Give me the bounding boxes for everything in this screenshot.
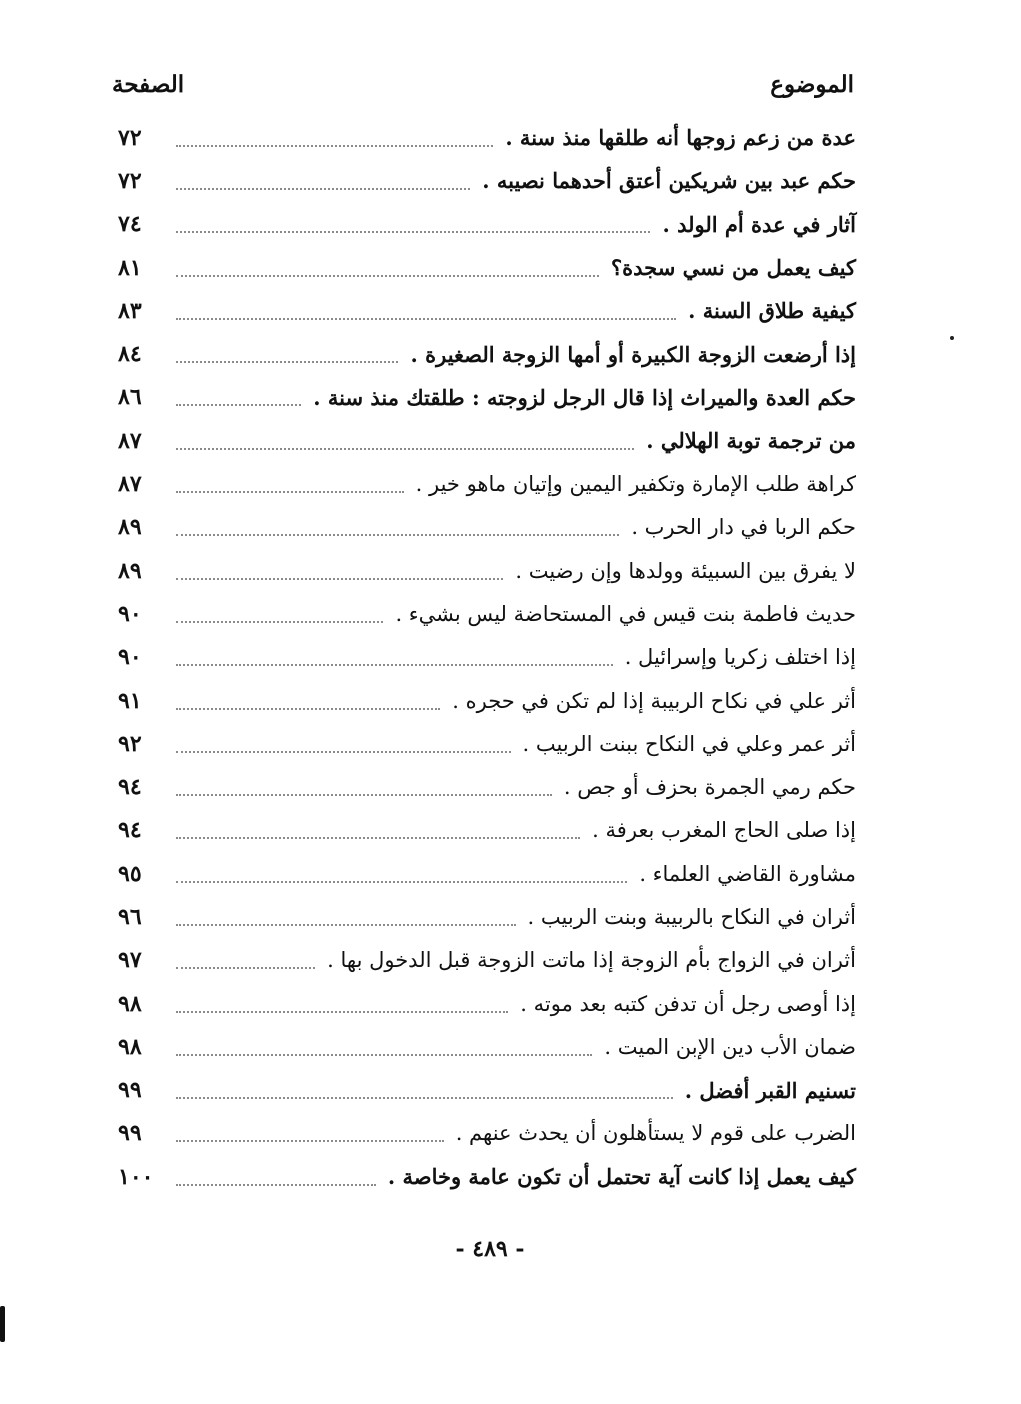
toc-entry (118, 1155, 856, 1198)
toc-entry-title: الضرب على قوم لا يستأهلون أن يحدث عنهم . (455, 1121, 856, 1146)
toc-entry-page-number: ٩١ (118, 687, 142, 714)
topic-column-label: الموضوع (770, 70, 854, 98)
dot-leader (176, 794, 552, 796)
toc-entry (118, 116, 856, 159)
toc-entry (118, 1112, 856, 1155)
dot-leader (176, 231, 650, 233)
toc-entry-page-number: ٨٤ (118, 341, 142, 368)
toc-entry-page-number: ١٠٠ (118, 1163, 154, 1190)
toc-entry-page-number: ٩٦ (118, 903, 142, 930)
toc-entry-title: إذا اختلف زكريا وإسرائيل . (624, 645, 856, 670)
toc-entry (118, 809, 856, 852)
toc-entry-title: لا يفرق بين السبيئة وولدها وإن رضيت . (515, 558, 856, 583)
toc-entry (118, 852, 856, 895)
toc-entry (118, 419, 856, 462)
toc-entry-title: إذا صلى الحاج المغرب بعرفة . (592, 818, 856, 843)
toc-entry-title: آثار في عدة أم الولد . (662, 211, 856, 237)
toc-entry-title: أثر علي في نكاح الربيبة إذا لم تكن في حجره . (452, 688, 856, 713)
toc-entry-title: كيف يعمل من نسي سجدة؟ (611, 255, 856, 281)
dot-leader (176, 534, 619, 536)
page-column-label: الصفحة (112, 70, 185, 98)
dot-leader (176, 491, 404, 493)
dot-leader (176, 967, 315, 969)
toc-entry-page-number: ٩٨ (118, 990, 142, 1017)
toc-entry (118, 246, 856, 289)
toc-entry-page-number: ٧٢ (118, 167, 142, 194)
dot-leader (176, 664, 613, 666)
page-number-footer: - ٤٨٩ - (455, 1236, 525, 1262)
toc-entry (118, 376, 856, 419)
toc-entry-page-number: ٨٩ (118, 557, 142, 584)
dot-leader (176, 188, 470, 190)
toc-entry-page-number: ٧٢ (118, 124, 142, 151)
toc-entry-page-number: ٩٢ (118, 730, 142, 757)
toc-entry-page-number: ٨٩ (118, 514, 142, 541)
toc-entry (118, 636, 856, 679)
scan-edge-mark (0, 1306, 5, 1342)
toc-entry-page-number: ٩٨ (118, 1033, 142, 1060)
toc-entry-title: ضمان الأب دين الإبن الميت . (604, 1034, 856, 1059)
dot-leader (176, 924, 516, 926)
toc-entry-page-number: ٩٤ (118, 774, 142, 801)
toc-entry-title: أثران في النكاح بالربيبة وبنت الربيب . (527, 904, 856, 929)
dot-leader (176, 751, 511, 753)
toc-entry-title: حديث فاطمة بنت قيس في المستحاضة ليس بشيء . (395, 601, 856, 626)
toc-entry (118, 765, 856, 808)
toc-entry-page-number: ٩٩ (118, 1077, 142, 1104)
toc-entry (118, 1069, 856, 1112)
toc-entry-title: أثران في الزواج بأم الزوجة إذا ماتت الزوجة قبل الدخول بها . (327, 948, 856, 973)
dot-leader (176, 708, 440, 710)
toc-entry-title: حكم الربا في دار الحرب . (631, 515, 856, 540)
dot-leader (176, 275, 599, 277)
toc-entry-title: تسنيم القبر أفضل . (684, 1077, 856, 1103)
dot-leader (176, 837, 580, 839)
toc-entry-title: كيفية طلاق السنة . (688, 298, 856, 324)
dot-leader (176, 1140, 444, 1142)
dot-leader (176, 1184, 376, 1186)
dot-leader (176, 318, 676, 320)
toc-entry-title: أثر عمر وعلي في النكاح ببنت الربيب . (522, 731, 856, 756)
toc-entry-page-number: ٩٥ (118, 860, 142, 887)
toc-entry-title: مشاورة القاضي العلماء . (639, 861, 856, 886)
toc-entry-page-number: ٧٤ (118, 211, 142, 238)
toc-entry-title: حكم العدة والميراث إذا قال الرجل لزوجته : طلقتك منذ سنة . (313, 384, 856, 410)
toc-entry (118, 332, 856, 375)
toc-entry (118, 895, 856, 938)
dot-leader (176, 145, 493, 147)
toc-entry-page-number: ٨٧ (118, 471, 142, 498)
scan-speck (950, 336, 954, 340)
toc-header (112, 64, 854, 104)
toc-entry (118, 939, 856, 982)
dot-leader (176, 1011, 508, 1013)
toc-entry-page-number: ٩٤ (118, 817, 142, 844)
toc-entry-title: من ترجمة توبة الهلالي . (646, 428, 856, 454)
toc-entry-title: إذا أرضعت الزوجة الكبيرة أو أمها الزوجة الصغيرة . (410, 341, 856, 367)
toc-entry-page-number: ٨١ (118, 254, 142, 281)
toc-entry (118, 722, 856, 765)
dot-leader (176, 578, 503, 580)
dot-leader (176, 881, 627, 883)
toc-entry (118, 1025, 856, 1068)
toc-entry-title: حكم رمي الجمرة بحزف أو جص . (563, 775, 856, 800)
dot-leader (176, 404, 301, 406)
toc-entry-page-number: ٨٦ (118, 384, 142, 411)
toc-entry-page-number: ٩٠ (118, 644, 142, 671)
toc-entry-title: إذا أوصى رجل أن تدفن كتبه بعد موته . (520, 991, 856, 1016)
toc-entry (118, 462, 856, 505)
toc-entry-page-number: ٩٠ (118, 600, 142, 627)
toc-entry (118, 679, 856, 722)
toc-entry-page-number: ٩٧ (118, 947, 142, 974)
dot-leader (176, 621, 383, 623)
dot-leader (176, 448, 634, 450)
dot-leader (176, 1054, 592, 1056)
toc-entry-title: عدة من زعم زوجها أنه طلقها منذ سنة . (505, 125, 856, 151)
toc-entry (118, 159, 856, 202)
toc-entry-title: كيف يعمل إذا كانت آية تحتمل أن تكون عامة وخاصة . (387, 1164, 856, 1190)
toc-entry-title: كراهة طلب الإمارة وتكفير اليمين وإتيان ماهو خير . (415, 472, 856, 497)
toc-entry (118, 289, 856, 332)
toc-entry (118, 592, 856, 635)
toc-entry (118, 203, 856, 246)
table-of-contents (118, 116, 856, 1198)
toc-entry (118, 549, 856, 592)
toc-entry-page-number: ٨٧ (118, 427, 142, 454)
dot-leader (176, 1097, 673, 1099)
toc-entry-title: حكم عبد بين شريكين أعتق أحدهما نصيبه . (482, 168, 856, 194)
toc-entry (118, 506, 856, 549)
toc-entry-page-number: ٨٣ (118, 297, 142, 324)
toc-entry (118, 982, 856, 1025)
dot-leader (176, 361, 398, 363)
toc-entry-page-number: ٩٩ (118, 1120, 142, 1147)
